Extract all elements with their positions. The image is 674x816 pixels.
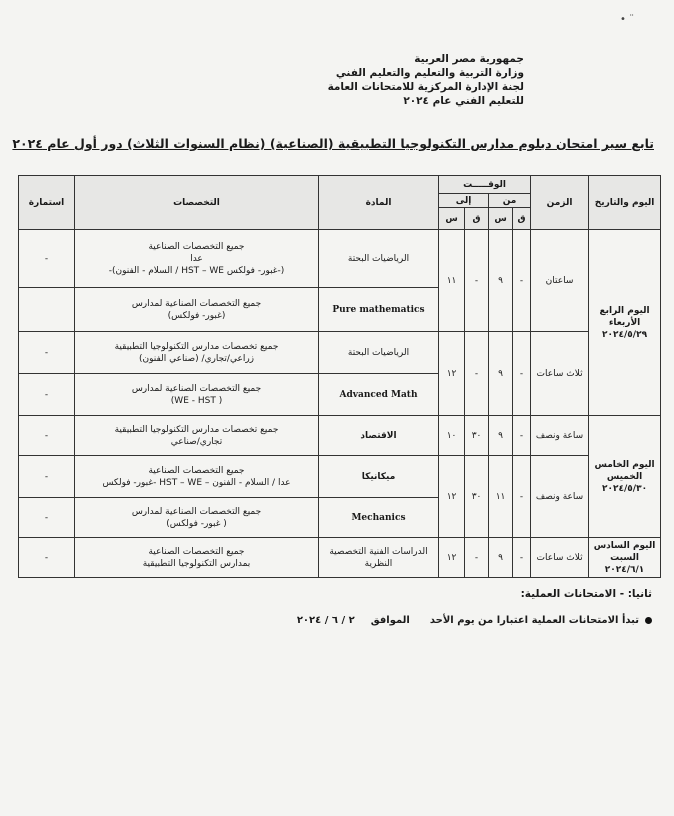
specialization-cell: [75, 374, 319, 416]
to-hour-cell: ١١: [439, 230, 465, 332]
form-cell: -: [19, 230, 75, 288]
duration-cell: ساعة ونصف: [531, 456, 589, 538]
practical-exams-line: [297, 615, 652, 626]
to-min-cell: ٣٠: [465, 416, 489, 456]
table-row: [19, 538, 661, 578]
from-hour-cell: ٩: [489, 230, 513, 332]
to-hour-cell: ١٠: [439, 416, 465, 456]
specialization-cell: [75, 538, 319, 578]
header-from-hour: س: [489, 208, 513, 230]
header-form: استمارة: [19, 176, 75, 230]
header-to-min: ق: [465, 208, 489, 230]
practical-exams-date: ٢ / ٦ / ٢٠٢٤: [296, 615, 355, 626]
spec-line: جميع التخصصات الصناعية لمدارس: [131, 298, 262, 309]
spec-line: جميع التخصصات الصناعية: [148, 465, 245, 476]
specialization-cell: [75, 498, 319, 538]
to-min-cell: -: [465, 538, 489, 578]
from-hour-cell: ١١: [489, 456, 513, 538]
form-cell: -: [19, 456, 75, 498]
to-min-cell: -: [465, 332, 489, 416]
spec-line: جميع التخصصات الصناعية: [148, 546, 245, 557]
subject-cell: الرياضيات البحتة: [319, 332, 439, 374]
spec-line: جميع التخصصات الصناعية لمدارس: [131, 506, 262, 517]
from-min-cell: -: [513, 416, 531, 456]
day-cell: اليوم الخامس الخميس ٢٠٢٤/٥/٣٠: [589, 416, 661, 538]
subject-cell: Pure mathematics: [319, 288, 439, 332]
spec-line: جميع تخصصات مدارس التكنولوجيا التطبيقية: [114, 424, 279, 435]
spec-line: ( غبور- فولكس): [166, 518, 227, 529]
from-min-cell: -: [513, 538, 531, 578]
duration-cell: ساعة ونصف: [531, 416, 589, 456]
spec-line: (-غبور- فولكس HST – WE / السلام - الفنون)-: [108, 265, 285, 276]
duration-cell: ثلاث ساعات: [531, 332, 589, 416]
day-cell: اليوم الرابع الأربعاء ٢٠٢٤/٥/٢٩: [589, 230, 661, 416]
table-row: [19, 230, 661, 288]
specialization-cell: [75, 456, 319, 498]
header-line-1: جمهورية مصر العربية: [414, 53, 524, 65]
practical-exams-heading: ثانيا: - الامتحانات العملية:: [520, 588, 652, 600]
specialization-cell: [75, 332, 319, 374]
duration-cell: ثلاث ساعات: [531, 538, 589, 578]
spec-line: بمدارس التكنولوجيا التطبيقية: [142, 558, 251, 569]
form-cell: -: [19, 332, 75, 374]
from-hour-cell: ٩: [489, 416, 513, 456]
table-row: [19, 416, 661, 456]
spec-line: تجاري/صناعي: [170, 436, 223, 447]
table-row: [19, 456, 661, 498]
subject-cell: الرياضيات البحتة: [319, 230, 439, 288]
form-cell: -: [19, 416, 75, 456]
spec-line: جميع تخصصات مدارس التكنولوجيا التطبيقية: [114, 341, 279, 352]
day-cell: اليوم السادس السبت ٢٠٢٤/٦/١: [589, 538, 661, 578]
practical-exams-text: تبدأ الامتحانات العملية اعتبارا من يوم الأحد: [429, 615, 639, 626]
to-min-cell: ٣٠: [465, 456, 489, 538]
header-line-4: للتعليم الفني عام ٢٠٢٤: [403, 95, 524, 107]
table-row: [19, 332, 661, 374]
spec-line: زراعي/تجاري/ (صناعي الفنون): [138, 353, 255, 364]
header-to-hour: س: [439, 208, 465, 230]
to-hour-cell: ١٢: [439, 332, 465, 416]
form-cell: [19, 288, 75, 332]
header-to: إلى: [439, 194, 489, 208]
specialization-cell: [75, 230, 319, 288]
from-hour-cell: ٩: [489, 538, 513, 578]
document-title: تابع سير امتحان دبلوم مدارس التكنولوجيا التطبيقية (الصناعية) (نظام السنوات الثلاث) دور أول عام ٢٠٢٤: [12, 136, 654, 151]
agreed-label: الموافق: [370, 615, 410, 626]
from-min-cell: -: [513, 230, 531, 332]
exam-schedule-table: [18, 175, 661, 578]
specialization-cell: [75, 416, 319, 456]
header-duration: الزمن: [531, 176, 589, 230]
header-specializations: التخصصات: [75, 176, 319, 230]
subject-cell: الاقتصاد: [319, 416, 439, 456]
form-cell: -: [19, 538, 75, 578]
subject-cell: Advanced Math: [319, 374, 439, 416]
from-min-cell: -: [513, 456, 531, 538]
header-subject: المادة: [319, 176, 439, 230]
spec-line: جميع التخصصات الصناعية: [148, 241, 245, 252]
spec-line: عدا: [190, 253, 203, 264]
header-line-2: وزارة التربية والتعليم والتعليم الفني: [335, 67, 524, 79]
spec-line: ( WE - HST): [170, 395, 223, 406]
from-hour-cell: ٩: [489, 332, 513, 416]
spec-line: عدا / السلام - الفنون – HST – WE -غبور- فولكس: [102, 477, 291, 488]
specialization-cell: [75, 288, 319, 332]
to-hour-cell: ١٢: [439, 538, 465, 578]
form-cell: -: [19, 374, 75, 416]
subject-cell: Mechanics: [319, 498, 439, 538]
to-min-cell: -: [465, 230, 489, 332]
subject-cell: ميكانيكا: [319, 456, 439, 498]
header-from-min: ق: [513, 208, 531, 230]
from-min-cell: -: [513, 332, 531, 416]
header-line-3: لجنة الإدارة المركزية للامتحانات العامة: [327, 81, 524, 93]
corner-mark: • ¨: [620, 14, 635, 25]
header-from: من: [489, 194, 531, 208]
spec-line: (غبور- فولكس): [167, 310, 226, 321]
document-header: [264, 52, 524, 108]
bullet-icon: [645, 617, 652, 624]
to-hour-cell: ١٢: [439, 456, 465, 538]
duration-cell: ساعتان: [531, 230, 589, 332]
spec-line: جميع التخصصات الصناعية لمدارس: [131, 383, 262, 394]
subject-cell: الدراسات الفنية التخصصية النظرية: [319, 538, 439, 578]
form-cell: -: [19, 498, 75, 538]
header-day: اليوم والتاريخ: [589, 176, 661, 230]
header-time: الوقـــــت: [439, 176, 531, 194]
